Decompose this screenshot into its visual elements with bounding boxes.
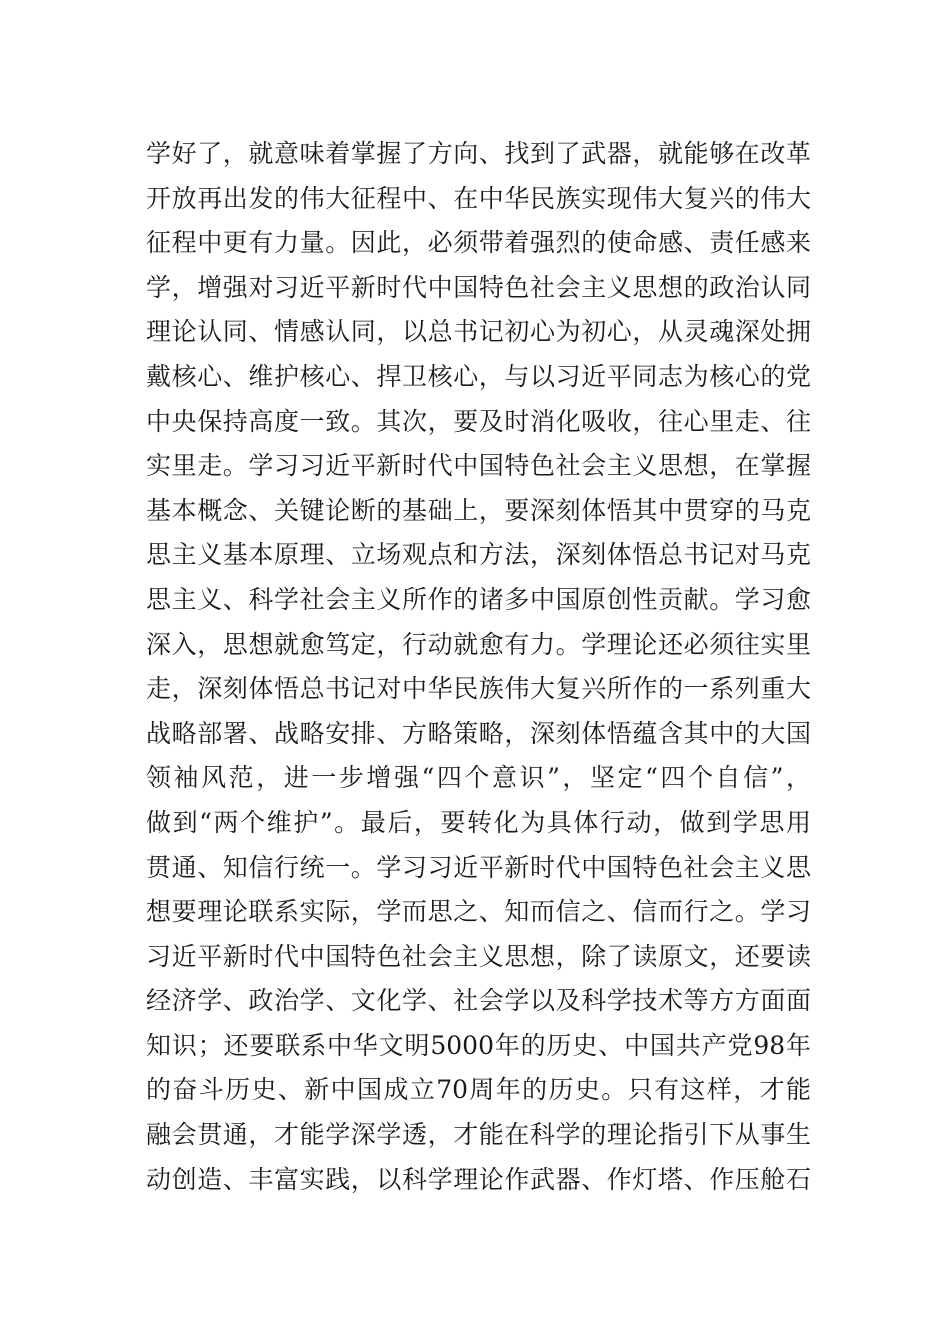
text-line: 知识；还要联系中华文明5000年的历史、中国共产党98年 <box>146 1030 811 1060</box>
text-line: 理论认同、情感认同，以总书记初心为初心，从灵魂深处拥 <box>146 317 811 347</box>
text-line: 动创造、丰富实践，以科学理论作武器、作灯塔、作压舱石 <box>146 1164 811 1194</box>
text-line: 战略部署、战略安排、方略策略，深刻体悟蕴含其中的大国 <box>146 718 811 748</box>
text-line: 的奋斗历史、新中国成立70周年的历史。只有这样，才能 <box>146 1075 811 1105</box>
text-line: 学好了，就意味着掌握了方向、找到了武器，就能够在改革 <box>146 139 811 168</box>
text-line: 贯通、知信行统一。学习习近平新时代中国特色社会主义思 <box>146 852 811 882</box>
text-line: 开放再出发的伟大征程中、在中华民族实现伟大复兴的伟大 <box>146 183 811 213</box>
text-line: 戴核心、维护核心、捍卫核心，与以习近平同志为核心的党 <box>146 361 811 391</box>
text-line: 征程中更有力量。因此，必须带着强烈的使命感、责任感来 <box>146 228 811 258</box>
text-line: 领袖风范，进一步增强“四个意识”，坚定“四个自信”， <box>146 763 811 793</box>
text-line: 中央保持高度一致。其次，要及时消化吸收，往心里走、往 <box>146 406 811 436</box>
text-line: 想要理论联系实际，学而思之、知而信之、信而行之。学习 <box>146 897 811 927</box>
text-line: 学，增强对习近平新时代中国特色社会主义思想的政治认同 <box>146 272 811 302</box>
text-line: 融会贯通，才能学深学透，才能在科学的理论指引下从事生 <box>146 1120 811 1150</box>
text-line: 经济学、政治学、文化学、社会学以及科学技术等方方面面 <box>146 986 811 1016</box>
text-line: 走，深刻体悟总书记对中华民族伟大复兴所作的一系列重大 <box>146 674 811 704</box>
text-line: 做到“两个维护”。最后，要转化为具体行动，做到学思用 <box>146 807 811 837</box>
text-line: 思主义、科学社会主义所作的诸多中国原创性贡献。学习愈 <box>146 584 811 614</box>
text-line: 实里走。学习习近平新时代中国特色社会主义思想，在掌握 <box>146 451 811 481</box>
text-line: 深入，思想就愈笃定，行动就愈有力。学理论还必须往实里 <box>146 629 811 659</box>
body-text <box>146 132 811 1202</box>
text-line: 思主义基本原理、立场观点和方法，深刻体悟总书记对马克 <box>146 540 811 570</box>
text-line: 基本概念、关键论断的基础上，要深刻体悟其中贯穿的马克 <box>146 495 811 525</box>
text-line: 习近平新时代中国特色社会主义思想，除了读原文，还要读 <box>146 941 811 971</box>
